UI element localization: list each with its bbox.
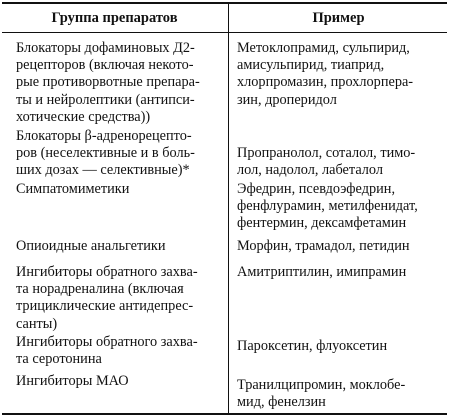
row-group: Блокаторы дофаминовых Д2- рецепторов (включая некото- рые противорвотные препара- ты и нейролептики (антипси- хотические средства)) [16,40,200,125]
table-bottom-rule [2,413,447,415]
header-example: Пример [312,10,365,26]
row-group: Ингибиторы МАО [16,373,129,389]
row-example: Эфедрин, псевдоэфедрин, фенфлурамин, метилфенидат, фентермин, дексамфетамин [237,181,418,232]
header-rule [2,32,447,33]
row-group: Ингибиторы обратного захва- та серотонина [16,334,198,368]
row-example: Пропранолол, соталол, тимо- лол, надолол, лабеталол [237,145,416,179]
row-group: Ингибиторы обратного захва- та норадреналина (включая трициклические антидепрес- санты) [16,264,198,332]
row-group: Блокаторы β-адренорецепто- ров (неселективные и в боль- ших дозах — селективные)* [16,128,195,179]
row-example: Метоклопрамид, сульпирид, амисульпирид, тиаприд, хлорпромазин, прохлорпера- зин, дроперидол [237,40,414,108]
column-divider [228,4,229,413]
header-group: Группа препаратов [51,10,178,26]
row-example: Пароксетин, флуоксетин [237,338,388,354]
row-example: Амитриптилин, имипрамин [237,264,407,280]
row-example: Морфин, трамадол, петидин [237,238,410,254]
table-header [2,4,447,32]
row-group: Симпатомиметики [16,181,130,197]
drug-table [2,2,447,414]
row-group: Опиоидные анальгетики [16,238,166,254]
row-example: Транилципромин, моклобе- мид, фенелзин [237,377,406,411]
